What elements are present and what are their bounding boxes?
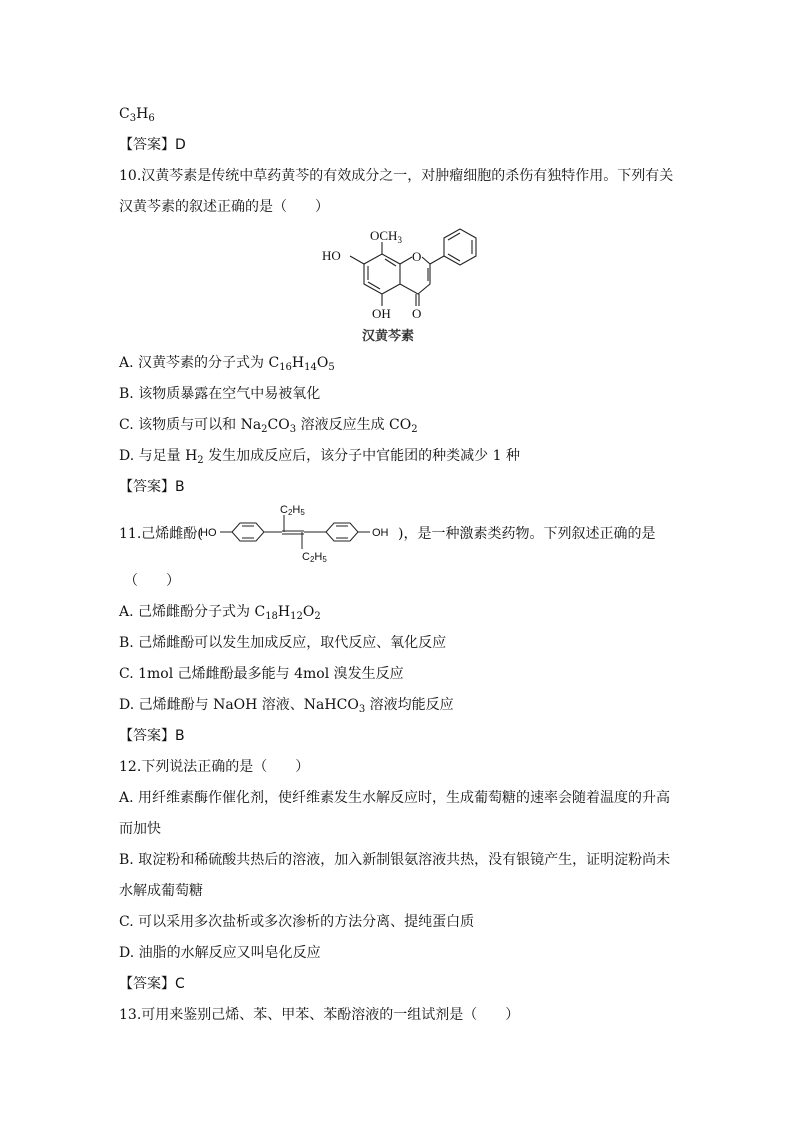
q12-option-b-line1: B. 取淀粉和稀硫酸共热后的溶液，加入新制银氨溶液共热，没有银镜产生，证明淀粉尚未 bbox=[119, 852, 671, 868]
q11-answer: 【答案】B bbox=[119, 728, 185, 744]
q10-option-c: C. 该物质与可以和 $Na_2CO_3$ 溶液反应生成 $CO_2$ bbox=[119, 417, 418, 435]
svg-text:C2H5: C2H5 bbox=[280, 504, 305, 517]
diethylstilbestrol-structure-figure bbox=[198, 502, 400, 564]
q12-stem: 12.下列说法正确的是（ ） bbox=[119, 759, 310, 775]
q10-stem-line1: 10.汉黄芩素是传统中草药黄芩的有效成分之一，对肿瘤细胞的杀伤有独特作用。下列有关 bbox=[119, 168, 674, 184]
svg-text:OH: OH bbox=[372, 306, 391, 321]
q12-option-d: D. 油脂的水解反应又叫皂化反应 bbox=[119, 945, 321, 961]
q10-option-b: B. 该物质暴露在空气中易被氧化 bbox=[119, 386, 321, 402]
q11-stem-pre: 11.己烯雌酚( bbox=[119, 526, 203, 542]
q11-option-d: D. 己烯雌酚与 NaOH 溶液、NaHCO$_3$ 溶液均能反应 bbox=[119, 697, 454, 715]
q10-answer: 【答案】B bbox=[119, 479, 185, 495]
q12-option-b-line2: 水解成葡萄糖 bbox=[119, 883, 203, 899]
q9-answer: 【答案】D bbox=[119, 137, 186, 153]
q11-option-a: A. 己烯雌酚分子式为 $C_{18}H_{12}O_2$ bbox=[119, 604, 321, 622]
q13-stem: 13.可用来鉴别己烯、苯、甲苯、苯酚溶液的一组试剂是（ ） bbox=[119, 1007, 520, 1023]
q11-stem-line2: （ ） bbox=[124, 573, 180, 589]
figure-caption: 汉黄芩素 bbox=[362, 328, 415, 343]
svg-text:HO: HO bbox=[200, 527, 217, 539]
q12-answer: 【答案】C bbox=[119, 976, 185, 992]
svg-text:O: O bbox=[412, 306, 422, 321]
q11-stem-post: )，是一种激素类药物。下列叙述正确的是 bbox=[398, 526, 656, 542]
q10-stem-line2: 汉黄芩素的叙述正确的是（ ） bbox=[119, 199, 329, 215]
formula-c3h6: $C_3H_6$ bbox=[119, 106, 155, 124]
q12-option-a-line2: 而加快 bbox=[119, 821, 161, 837]
svg-text:C2H5: C2H5 bbox=[302, 551, 327, 564]
svg-text:OH: OH bbox=[372, 527, 389, 539]
svg-text:O: O bbox=[412, 249, 422, 264]
q11-option-b: B. 己烯雌酚可以发生加成反应，取代反应、氧化反应 bbox=[119, 635, 447, 651]
q10-option-a: A. 汉黄芩素的分子式为 $C_{16}H_{14}O_5$ bbox=[119, 355, 335, 373]
q10-option-d: D. 与足量 $H_2$ 发生加成反应后，该分子中官能团的种类减少 1 种 bbox=[119, 448, 520, 466]
q12-option-c: C. 可以采用多次盐析或多次渗析的方法分离、提纯蛋白质 bbox=[119, 914, 475, 930]
wogonin-structure-figure bbox=[310, 226, 490, 344]
svg-text:HO: HO bbox=[322, 248, 341, 263]
q12-option-a-line1: A. 用纤维素酶作催化剂，使纤维素发生水解反应时，生成葡萄糖的速率会随着温度的升高 bbox=[119, 790, 671, 806]
q11-option-c: C. 1mol 己烯雌酚最多能与 4mol 溴发生反应 bbox=[119, 666, 404, 682]
svg-text:OCH3: $OCH_3$ bbox=[370, 228, 402, 245]
